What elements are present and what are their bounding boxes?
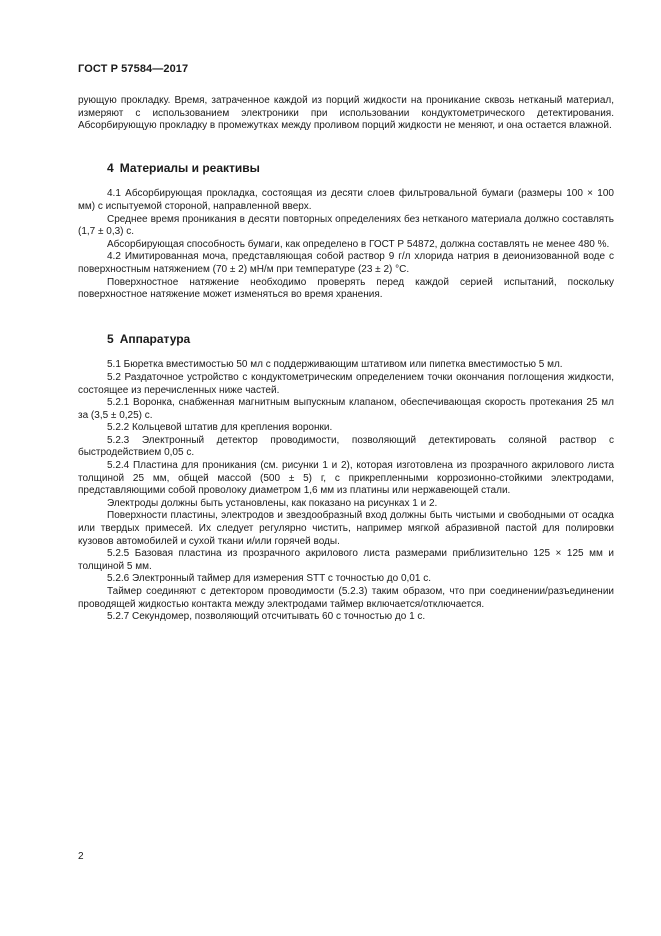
paragraph-5-2-6-timer: Таймер соединяют с детектором проводимости (5.2.3) таким образом, что при соединении/разъединении проводящей жидкостью контакта между электродами таймер включается/отключается. [78,586,614,610]
paragraph-4-1: 4.1 Абсорбирующая прокладка, состоящая из десяти слоев фильтровальной бумаги (размеры 100 × 100 мм) с испытуемой стороной, направленной вверх. [78,188,614,212]
paragraph-5-2-4-cleaning: Поверхности пластины, электродов и звездообразный вход должны быть чистыми и свободными от осадка или твердых примесей. Их следует регулярно чистить, например мягкой абразивной пастой для полировки кузовов автомобилей и сухой ткани и/или горячей воды. [78,510,614,547]
section-5-heading [78,333,614,346]
section-4-number: 4 [107,160,114,175]
paragraph-4-2-tension: Поверхностное натяжение необходимо проверять перед каждой серией испытаний, поскольку поверхностное натяжение может изменяться во время хранения. [78,276,614,301]
section-4-heading [78,162,614,175]
paragraph-5-2-3: 5.2.3 Электронный детектор проводимости, позволяющий детектировать соляной раствор с быстродействием 0,05 с. [78,434,614,459]
paragraph-5-2-4-electrodes: Электроды должны быть установлены, как показано на рисунках 1 и 2. [107,497,438,509]
paragraph-5-2: 5.2 Раздаточное устройство с кондуктометрическим определением точки окончания поглощения жидкости, состоящее из перечисленных ниже частей. [78,371,614,396]
section-4-title: Материалы и реактивы [119,160,260,175]
paragraph-4-2: 4.2 Имитированная моча, представляющая собой раствор 9 г/л хлорида натрия в деионизованной воде с поверхностным натяжением (70 ± 2) мН/м при температуре (23 ± 2) °С. [78,251,614,275]
document-body [78,95,614,624]
paragraph-5-2-5: 5.2.5 Базовая пластина из прозрачного акрилового листа размерами приблизительно 125 × 125 мм и толщиной 5 мм. [78,548,614,572]
section-5-title: Аппаратура [119,331,191,346]
paragraph-5-2-6: 5.2.6 Электронный таймер для измерения STT с точностью до 0,01 с. [107,573,431,585]
paragraph-5-2-1: 5.2.1 Воронка, снабженная магнитным выпускным клапаном, обеспечивающая скорость протекания 25 мл за (3,5 ± 0,25) с. [78,397,614,421]
page-number: 2 [78,851,84,862]
paragraph-4-1-capacity: Абсорбирующая способность бумаги, как определено в ГОСТ Р 54872, должна составлять не менее 480 %. [107,238,610,250]
paragraph-5-2-2: 5.2.2 Кольцевой штатив для крепления воронки. [107,422,333,434]
paragraph-5-1: 5.1 Бюретка вместимостью 50 мл с поддерживающим штативом или пипетка вместимостью 5 мл. [107,359,563,371]
paragraph-4-1-time: Среднее время проникания в десяти повторных определениях без нетканого материала должно составлять (1,7 ± 0,3) с. [78,213,614,238]
paragraph-5-2-4: 5.2.4 Пластина для проникания (см. рисунки 1 и 2), которая изготовлена из прозрачного акрилового листа толщиной 25 мм, общей массой (500 ± 5) г, с прикрепленными коррозионно-стойкими электродами, представляющими собой проволоку диаметром 1,6 мм из платины или нержавеющей стали. [78,460,614,497]
intro-paragraph: рующую прокладку. Время, затраченное каждой из порций жидкости на проникание сквозь нетканый материал, измеряют с использованием электроники при использовании кондуктометрического детектирования. Абсорбирующую прокладку в промежутках между проливом порций жидкости не меняют, и она остается влажной. [78,95,614,132]
section-5-number: 5 [107,331,114,346]
document-header: ГОСТ Р 57584—2017 [78,63,189,75]
paragraph-5-2-7: 5.2.7 Секундомер, позволяющий отсчитывать 60 с точностью до 1 с. [107,611,426,623]
